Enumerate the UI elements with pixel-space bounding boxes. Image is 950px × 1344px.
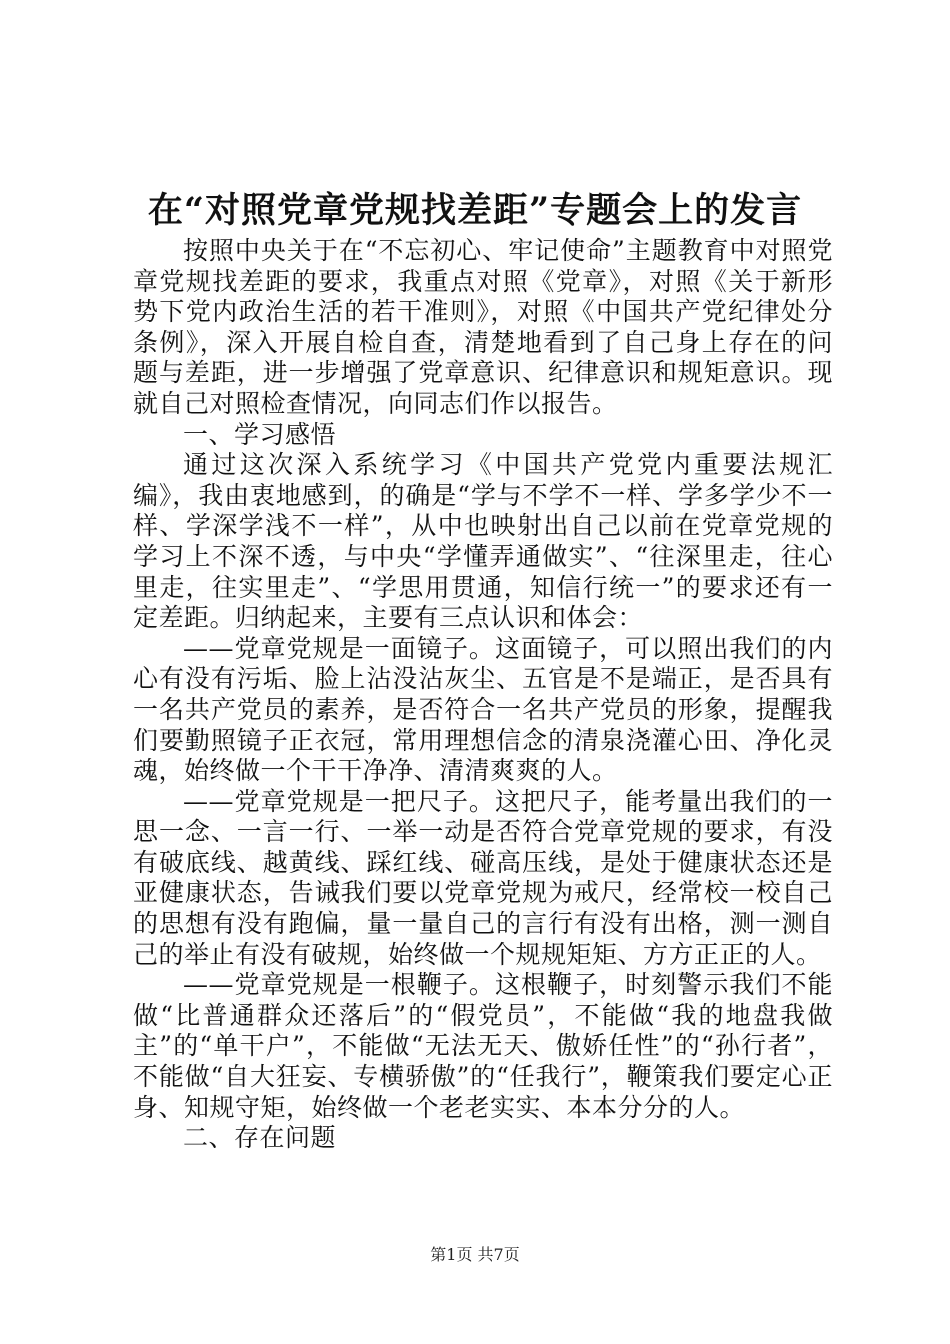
section-heading-study: 一、学习感悟 — [183, 419, 337, 449]
document-body — [133, 236, 833, 1154]
section-heading-problems: 二、存在问题 — [183, 1123, 337, 1153]
paragraph-whip: ——党章党规是一根鞭子。这根鞭子，时刻警示我们不能做“比普通群众还落后”的“假党员”，不能做“我的地盘我做主”的“单干户”，不能做“无法无天、傲娇任性”的“孙行者”，不能做“自大狂妄、专横骄傲”的“任我行”，鞭策我们要定心正身、知规守矩，始终做一个老老实实、本本分分的人。 — [133, 970, 833, 1122]
paragraph-study: 通过这次深入系统学习《中国共产党党内重要法规汇编》，我由衷地感到，的确是“学与不学不一样、学多学少不一样、学深学浅不一样”，从中也映射出自己以前在党章党规的学习上不深不透，与中央“学懂弄通做实”、“往深里走，往心里走，往实里走”、“学思用贯通，知信行统一”的要求还有一定差距。归纳起来，主要有三点认识和体会： — [133, 450, 833, 633]
document-title: 在“对照党章党规找差距”专题会上的发言 — [147, 190, 803, 231]
paragraph-ruler: ——党章党规是一把尺子。这把尺子，能考量出我们的一思一念、一言一行、一举一动是否符合党章党规的要求，有没有破底线、越黄线、踩红线、碰高压线，是处于健康状态还是亚健康状态，告诫我们要以党章党规为戒尺，经常校一校自己的思想有没有跑偏，量一量自己的言行有没有出格，测一测自己的举止有没有破规，始终做一个规规矩矩、方方正正的人。 — [133, 786, 833, 969]
page-number-footer: 第1页 共7页 — [430, 1245, 520, 1264]
paragraph-intro: 按照中央关于在“不忘初心、牢记使命”主题教育中对照党章党规找差距的要求，我重点对照《党章》，对照《关于新形势下党内政治生活的若干准则》，对照《中国共产党纪律处分条例》，深入开展自检自查，清楚地看到了自己身上存在的问题与差距，进一步增强了党章意识、纪律意识和规矩意识。现就自己对照检查情况，向同志们作以报告。 — [133, 236, 833, 418]
paragraph-mirror: ——党章党规是一面镜子。这面镜子，可以照出我们的内心有没有污垢、脸上沾没沾灰尘、五官是不是端正，是否具有一名共产党员的素养，是否符合一名共产党员的形象，提醒我们要勤照镜子正衣冠，常用理想信念的清泉浇灌心田、净化灵魂，始终做一个干干净净、清清爽爽的人。 — [133, 633, 833, 786]
